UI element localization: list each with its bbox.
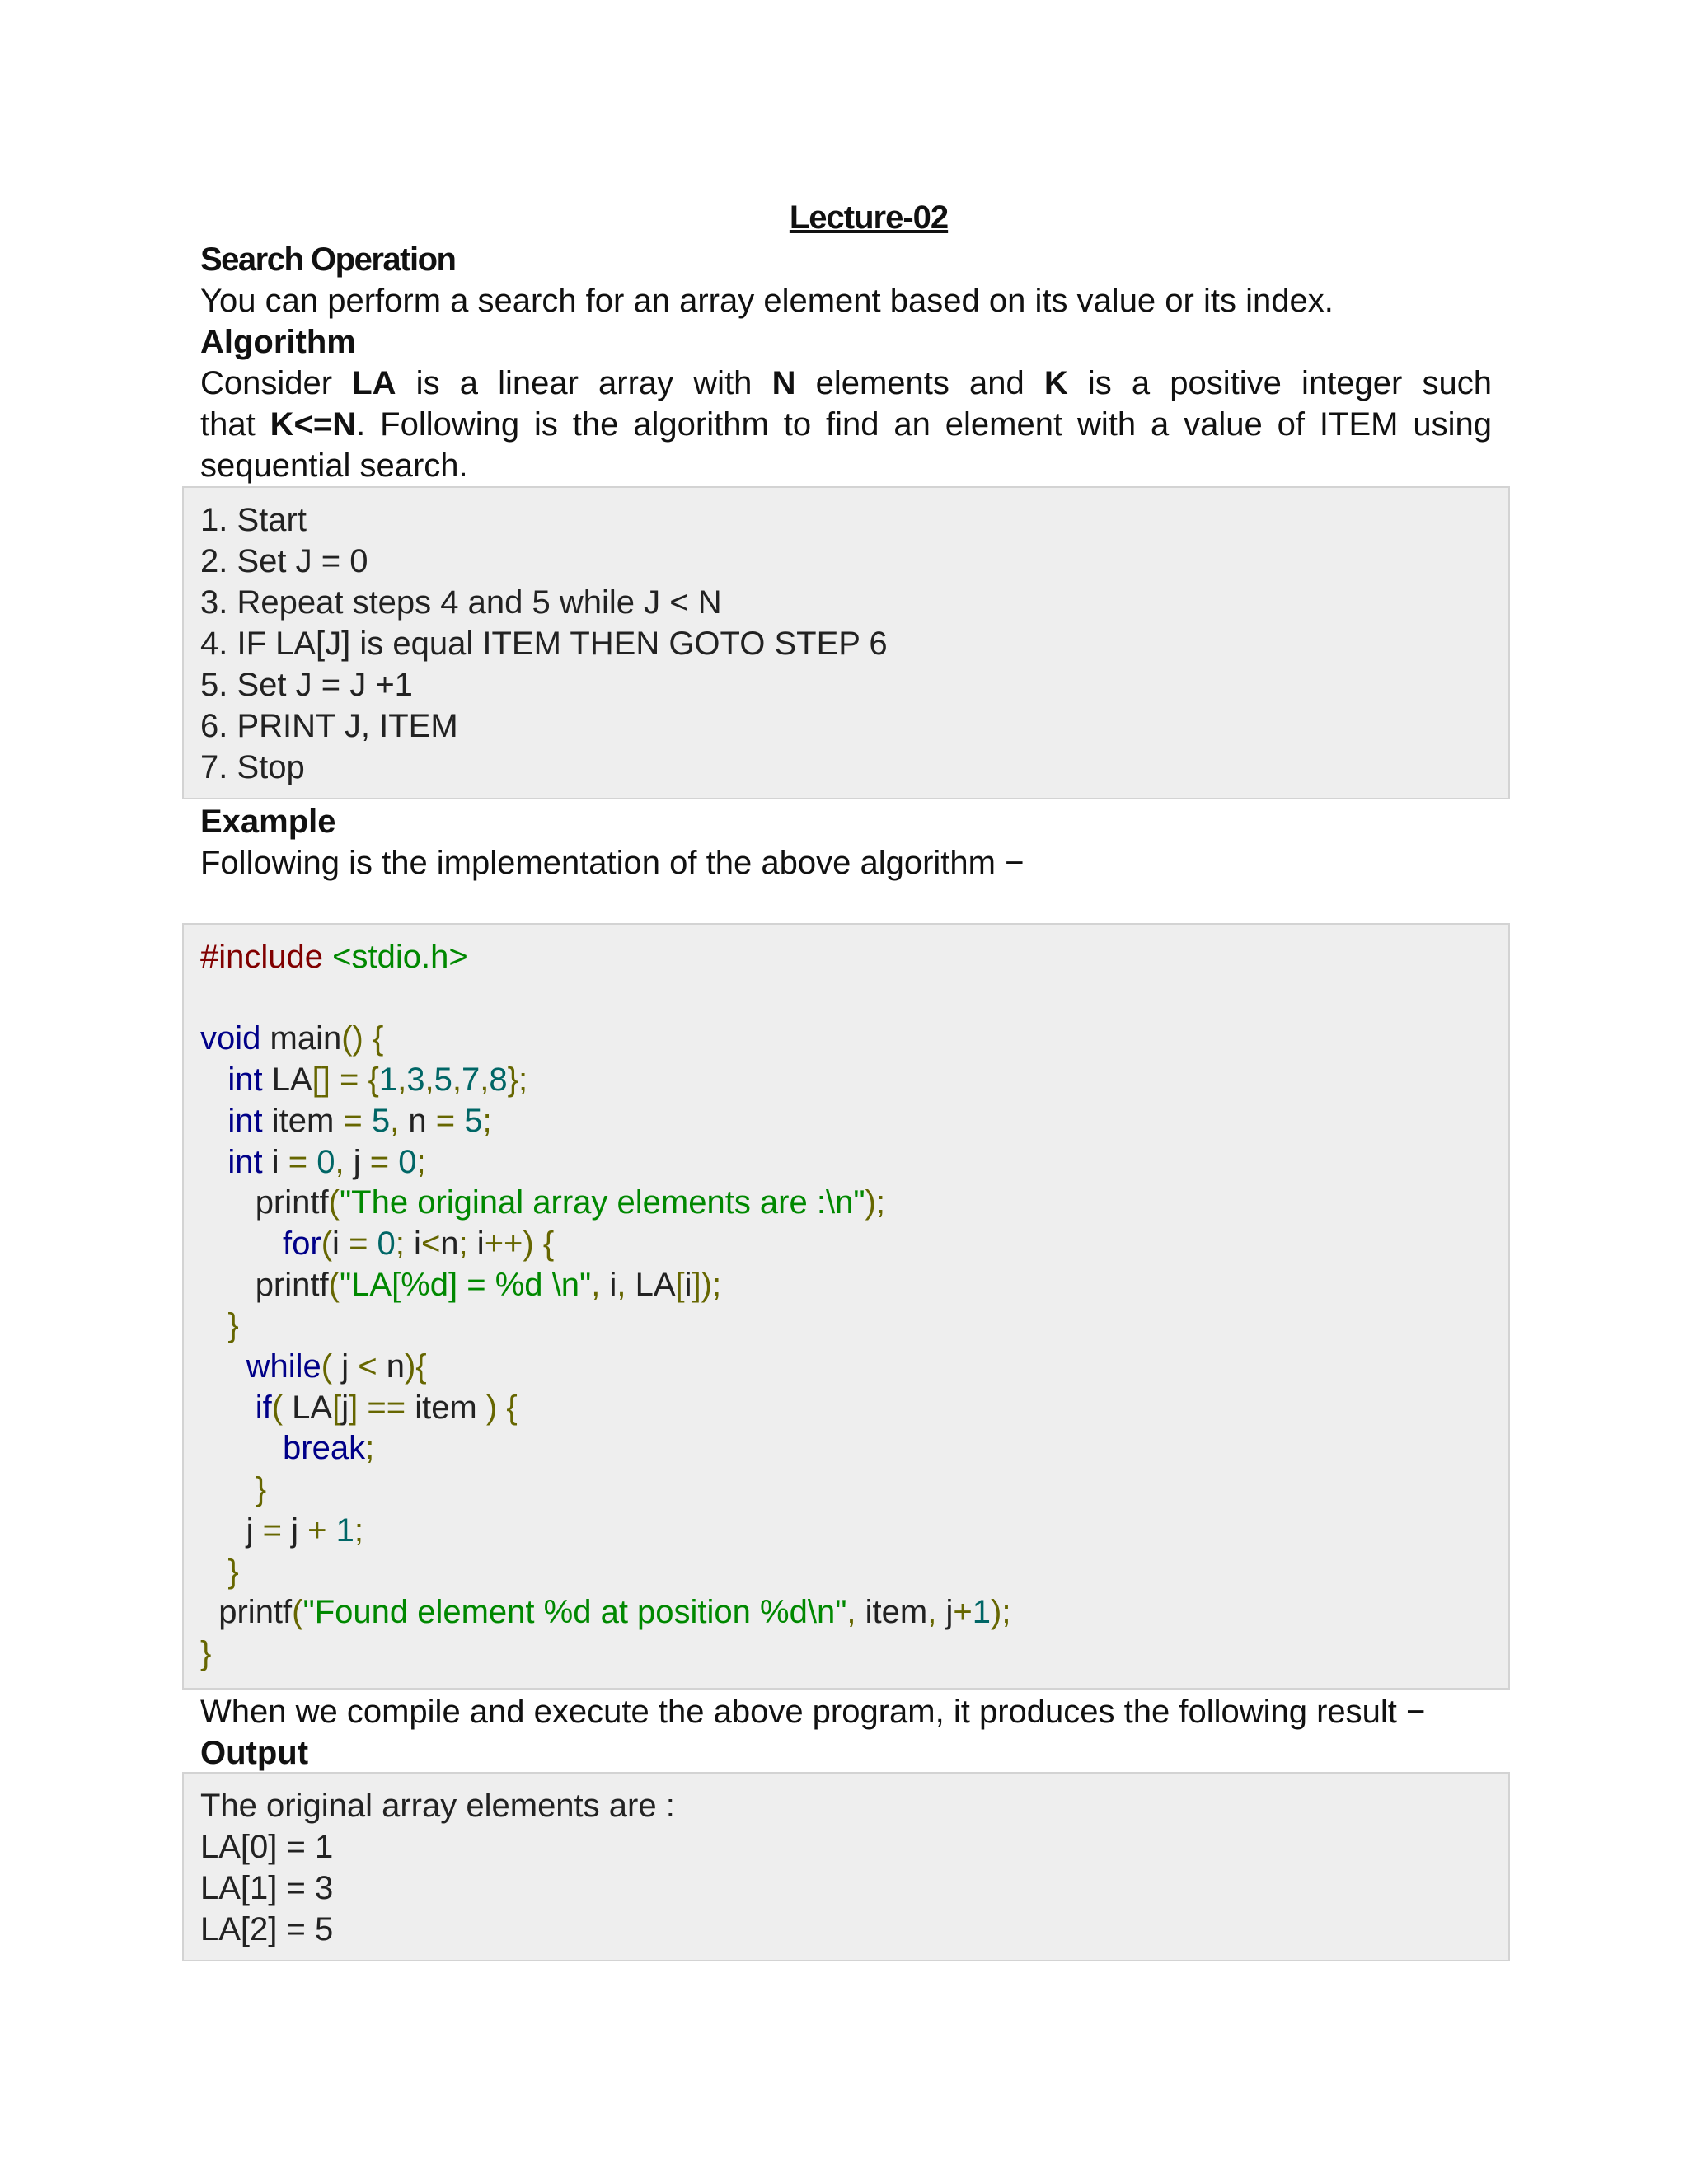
code-punctuation: ) xyxy=(523,1225,534,1262)
bold-term: K xyxy=(1043,365,1068,401)
code-identifier: printf xyxy=(218,1594,293,1631)
code-space xyxy=(389,1144,398,1180)
description-line xyxy=(200,404,1492,445)
code-punctuation: , xyxy=(397,1062,407,1099)
code-punctuation: , xyxy=(617,1266,626,1303)
code-punctuation: ( xyxy=(328,1266,340,1303)
algorithm-heading: Algorithm xyxy=(200,324,356,360)
code-punctuation: ; xyxy=(354,1511,363,1549)
code-punctuation: , xyxy=(480,1062,490,1099)
code-space xyxy=(260,1020,270,1057)
code-punctuation: ; xyxy=(518,1062,528,1099)
text-run: is a positive integer such xyxy=(1067,365,1492,401)
code-punctuation: } xyxy=(200,1634,212,1671)
algorithm-step: 1. Start xyxy=(200,502,307,538)
code-punctuation: { xyxy=(506,1389,518,1426)
code-identifier: i xyxy=(414,1225,421,1262)
code-identifier: LA xyxy=(635,1266,676,1303)
code-space xyxy=(200,1103,227,1139)
code-number: 0 xyxy=(398,1143,417,1180)
code-space xyxy=(253,1512,262,1549)
code-punctuation: { xyxy=(542,1225,555,1262)
code-space xyxy=(200,1594,218,1630)
code-identifier: j xyxy=(291,1511,298,1549)
code-preprocessor: #include xyxy=(200,939,324,975)
algorithm-step: 3. Repeat steps 4 and 5 while J < N xyxy=(200,584,722,621)
code-punctuation: ] xyxy=(692,1266,701,1303)
code-space xyxy=(200,1390,256,1426)
code-line xyxy=(200,1182,885,1223)
code-punctuation: } xyxy=(227,1553,239,1590)
code-space xyxy=(332,1348,341,1385)
code-number: 7 xyxy=(462,1062,481,1099)
algorithm-step: 4. IF LA[J] is equal ITEM THEN GOTO STEP 6 xyxy=(200,626,888,662)
algorithm-description xyxy=(200,363,1492,486)
code-line xyxy=(200,1633,211,1674)
code-punctuation: ) xyxy=(865,1184,876,1221)
code-punctuation: + xyxy=(953,1594,973,1631)
code-space xyxy=(477,1390,486,1426)
code-line xyxy=(200,1510,363,1551)
code-punctuation: [ xyxy=(675,1266,685,1303)
code-space xyxy=(283,1390,292,1426)
code-identifier: i xyxy=(332,1225,340,1262)
code-punctuation: } xyxy=(227,1307,239,1344)
code-identifier: n xyxy=(440,1225,459,1262)
code-line xyxy=(200,1100,492,1141)
code-punctuation: ( xyxy=(271,1389,284,1426)
code-punctuation: ) xyxy=(404,1348,416,1385)
code-line xyxy=(200,1427,374,1469)
example-description: Following is the implementation of the above algorithm − xyxy=(200,845,1025,881)
output-line: LA[2] = 5 xyxy=(200,1911,334,1947)
algorithm-step: 7. Stop xyxy=(200,749,305,785)
code-line xyxy=(200,1591,1010,1633)
code-space xyxy=(334,1103,343,1139)
code-punctuation: } xyxy=(255,1471,267,1508)
code-space xyxy=(282,1512,291,1549)
output-box xyxy=(182,1772,1510,1961)
code-string: "Found element %d at position %d\n" xyxy=(302,1594,847,1631)
code-space xyxy=(363,1103,372,1139)
bold-term: LA xyxy=(352,365,396,401)
code-space xyxy=(340,1226,349,1262)
code-identifier: printf xyxy=(255,1184,329,1221)
code-punctuation: + xyxy=(307,1511,327,1549)
code-space xyxy=(307,1144,316,1180)
code-number: 1 xyxy=(378,1062,398,1099)
code-identifier: item xyxy=(271,1102,335,1139)
code-space xyxy=(200,1267,256,1303)
code-punctuation: < xyxy=(420,1225,441,1262)
code-punctuation: { xyxy=(373,1020,384,1057)
code-punctuation: ; xyxy=(875,1184,885,1221)
code-identifier: i xyxy=(271,1143,279,1180)
code-space xyxy=(200,1430,283,1466)
code-identifier: j xyxy=(246,1511,254,1549)
code-line xyxy=(200,1141,426,1183)
algorithm-step: 2. Set J = 0 xyxy=(200,543,368,579)
code-punctuation: = xyxy=(367,1389,387,1426)
code-punctuation: + xyxy=(484,1225,504,1262)
code-space xyxy=(406,1390,415,1426)
code-punctuation: ; xyxy=(416,1143,426,1180)
code-punctuation: [ xyxy=(312,1062,321,1099)
bold-term: K<=N xyxy=(270,406,357,443)
code-keyword: void xyxy=(200,1020,261,1057)
code-line xyxy=(200,1018,383,1059)
code-space xyxy=(263,1103,272,1139)
code-string: <stdio.h> xyxy=(332,939,468,975)
code-punctuation: , xyxy=(390,1102,400,1139)
output-line: LA[0] = 1 xyxy=(200,1829,334,1865)
code-identifier: n xyxy=(408,1102,427,1139)
code-identifier: item xyxy=(865,1594,928,1631)
code-number: 5 xyxy=(434,1062,452,1099)
code-space xyxy=(200,1512,246,1549)
code-space xyxy=(455,1103,464,1139)
code-number: 1 xyxy=(972,1594,991,1631)
code-keyword: int xyxy=(227,1062,263,1099)
code-identifier: j xyxy=(341,1389,349,1426)
code-space xyxy=(534,1226,543,1262)
code-space xyxy=(263,1144,272,1180)
code-punctuation: { xyxy=(368,1062,379,1099)
code-line xyxy=(200,936,468,977)
code-punctuation: ] xyxy=(321,1062,331,1099)
code-number: 0 xyxy=(377,1225,396,1262)
code-line xyxy=(200,1264,721,1305)
code-space xyxy=(200,1554,227,1590)
code-punctuation: , xyxy=(424,1062,434,1099)
code-keyword: for xyxy=(283,1225,321,1262)
code-space xyxy=(326,1512,335,1549)
code-number: 3 xyxy=(406,1062,425,1099)
code-punctuation: { xyxy=(415,1348,427,1385)
example-heading: Example xyxy=(200,804,336,840)
text-run: that xyxy=(200,406,270,443)
code-punctuation: = xyxy=(343,1102,363,1139)
code-space xyxy=(323,939,332,975)
code-punctuation: ; xyxy=(395,1225,405,1262)
code-punctuation: = xyxy=(435,1102,456,1139)
code-space xyxy=(345,1144,354,1180)
code-identifier: j xyxy=(341,1348,349,1385)
code-punctuation: ; xyxy=(1001,1594,1011,1631)
text-run: elements and xyxy=(795,365,1044,401)
algorithm-step: 6. PRINT J, ITEM xyxy=(200,708,458,744)
code-space xyxy=(200,1184,256,1221)
code-punctuation: < xyxy=(358,1348,377,1385)
code-punctuation: + xyxy=(504,1225,523,1262)
code-string: "LA[%d] = %d \n" xyxy=(339,1266,592,1303)
code-number: 0 xyxy=(316,1143,335,1180)
code-space xyxy=(405,1226,414,1262)
code-punctuation: ; xyxy=(482,1102,492,1139)
code-space xyxy=(359,1062,368,1098)
code-space xyxy=(856,1594,865,1630)
code-punctuation: , xyxy=(452,1062,462,1099)
section-heading: Search Operation xyxy=(200,241,456,278)
code-punctuation: ] xyxy=(349,1389,359,1426)
code-punctuation: = xyxy=(386,1389,406,1426)
code-punctuation: ) xyxy=(990,1594,1002,1631)
code-line xyxy=(200,1059,528,1100)
code-identifier: main xyxy=(270,1020,342,1057)
algorithm-steps-box xyxy=(182,486,1510,799)
code-punctuation: ; xyxy=(711,1266,722,1303)
code-identifier: i xyxy=(609,1266,617,1303)
code-space xyxy=(349,1348,358,1385)
code-identifier: j xyxy=(945,1594,954,1631)
code-space xyxy=(298,1512,307,1549)
code-number: 8 xyxy=(489,1062,508,1099)
intro-text: You can perform a search for an array element based on its value or its index. xyxy=(200,283,1334,319)
code-space xyxy=(377,1348,387,1385)
code-line xyxy=(200,1387,518,1428)
code-keyword: while xyxy=(246,1348,321,1385)
code-punctuation: } xyxy=(507,1062,518,1099)
code-punctuation: ( xyxy=(321,1225,333,1262)
code-keyword: int xyxy=(227,1143,263,1180)
output-line: LA[1] = 3 xyxy=(200,1870,334,1906)
text-run: is a linear array with xyxy=(396,365,772,401)
code-punctuation: = xyxy=(349,1225,368,1262)
code-space xyxy=(427,1103,436,1139)
code-punctuation: = xyxy=(340,1062,359,1099)
code-space xyxy=(331,1062,340,1098)
code-punctuation: , xyxy=(591,1266,601,1303)
code-keyword: int xyxy=(227,1102,263,1139)
code-punctuation: [ xyxy=(332,1389,342,1426)
code-punctuation: ) xyxy=(485,1389,498,1426)
code-identifier: n xyxy=(386,1348,405,1385)
code-number: 1 xyxy=(335,1511,354,1549)
code-space xyxy=(363,1020,373,1057)
code-identifier: LA xyxy=(292,1389,333,1426)
code-punctuation: = xyxy=(369,1143,390,1180)
code-space xyxy=(368,1226,377,1262)
code-line xyxy=(200,1346,427,1387)
code-space xyxy=(936,1594,945,1630)
code-space xyxy=(200,1471,256,1507)
code-identifier: LA xyxy=(271,1062,312,1099)
code-punctuation: , xyxy=(335,1143,345,1180)
description-line xyxy=(200,363,1492,404)
code-space xyxy=(263,1062,272,1098)
result-description: When we compile and execute the above program, it produces the following result − xyxy=(200,1694,1426,1730)
algorithm-step: 5. Set J = J +1 xyxy=(200,667,413,703)
output-line: The original array elements are : xyxy=(200,1788,675,1824)
code-space xyxy=(200,1062,227,1098)
output-heading: Output xyxy=(200,1735,309,1771)
code-line xyxy=(200,1223,554,1264)
code-keyword: break xyxy=(283,1430,366,1467)
code-space xyxy=(399,1103,408,1139)
code-punctuation: ( xyxy=(328,1184,340,1221)
code-space xyxy=(468,1226,477,1262)
code-punctuation: = xyxy=(262,1511,282,1549)
code-keyword: if xyxy=(255,1389,272,1426)
code-line xyxy=(200,1469,266,1510)
code-punctuation: ( xyxy=(321,1348,333,1385)
description-line: sequential search. xyxy=(200,448,468,484)
code-line xyxy=(200,1551,239,1592)
code-punctuation: , xyxy=(927,1594,937,1631)
code-punctuation: ( xyxy=(341,1020,353,1057)
code-space xyxy=(200,1144,227,1180)
code-identifier: i xyxy=(476,1225,485,1262)
code-identifier: j xyxy=(353,1143,361,1180)
code-punctuation: = xyxy=(288,1143,308,1180)
code-punctuation: ) xyxy=(352,1020,363,1057)
code-space xyxy=(200,1307,227,1343)
code-line xyxy=(200,1305,239,1346)
code-identifier: printf xyxy=(255,1266,329,1303)
text-run: . Following is the algorithm to find an element with a value of ITEM using xyxy=(356,406,1492,443)
code-punctuation: ( xyxy=(292,1594,303,1631)
code-punctuation: ; xyxy=(458,1225,468,1262)
code-punctuation: , xyxy=(846,1594,856,1631)
code-space xyxy=(626,1267,635,1303)
code-identifier: item xyxy=(415,1389,477,1426)
code-space xyxy=(497,1390,506,1426)
code-space xyxy=(361,1144,370,1180)
code-space xyxy=(200,1226,283,1262)
code-punctuation: ) xyxy=(701,1266,712,1303)
code-space xyxy=(600,1267,609,1303)
code-space xyxy=(358,1390,367,1426)
code-punctuation: ; xyxy=(365,1430,375,1467)
page-title: Lecture-02 xyxy=(789,199,949,236)
code-block xyxy=(182,923,1510,1690)
bold-term: N xyxy=(771,365,796,401)
code-string: "The original array elements are :\n" xyxy=(339,1184,865,1221)
code-space xyxy=(279,1144,288,1180)
text-run: Consider xyxy=(200,365,353,401)
code-number: 5 xyxy=(464,1102,483,1139)
code-number: 5 xyxy=(371,1102,391,1139)
code-identifier: i xyxy=(684,1266,692,1303)
code-space xyxy=(200,1348,246,1385)
